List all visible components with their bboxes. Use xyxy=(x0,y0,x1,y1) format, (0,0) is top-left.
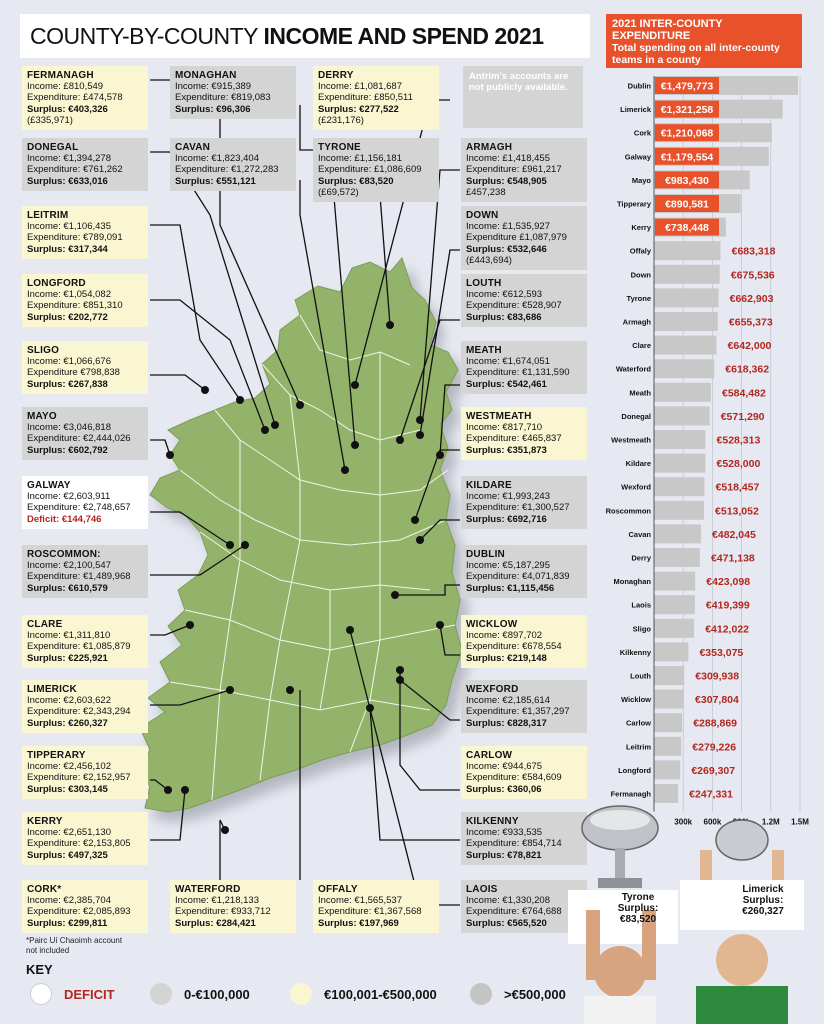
county-line: Expenditure €798,838 xyxy=(27,367,120,379)
county-line: Expenditure: £1,086,609 xyxy=(318,164,422,176)
county-line: Expenditure: €2,343,294 xyxy=(27,706,131,718)
county-line: Income: €2,185,614 xyxy=(466,695,550,707)
value-label: €471,138 xyxy=(710,552,755,565)
county-box-tyrone xyxy=(313,138,439,202)
county-line: Expenditure: €1,357,297 xyxy=(466,706,570,718)
county-line: Income: €2,603,911 xyxy=(27,491,111,503)
x-tick-label: 1.5M xyxy=(791,817,809,827)
county-line: Surplus: €497,325 xyxy=(27,849,108,861)
value-label: €528,000 xyxy=(716,458,761,471)
county-line: Surplus: €225,921 xyxy=(27,652,108,664)
bar xyxy=(654,524,701,543)
value-label: €528,313 xyxy=(716,434,761,447)
county-name: ROSCOMMON: xyxy=(27,549,101,560)
x-tick-label: 600k xyxy=(703,817,722,827)
value-label: €518,457 xyxy=(715,481,760,494)
category-label: Meath xyxy=(629,388,651,398)
county-name: MAYO xyxy=(27,411,57,422)
county-line: Income: €1,311,810 xyxy=(27,630,111,642)
bar xyxy=(654,312,718,331)
county-line: Surplus: €303,145 xyxy=(27,783,108,795)
county-name: KILKENNY xyxy=(466,816,519,827)
county-name: MEATH xyxy=(466,345,502,356)
county-line: Expenditure: €1,085,879 xyxy=(27,641,131,653)
county-box-wexford xyxy=(461,680,587,733)
value-label: €247,331 xyxy=(689,788,733,801)
county-name: LAOIS xyxy=(466,884,498,895)
value-label: €683,318 xyxy=(731,245,776,258)
county-line: Income: €817,710 xyxy=(466,422,543,434)
county-line: £457,238 xyxy=(466,186,506,198)
key-mid-label: €100,001-€500,000 xyxy=(324,986,437,1002)
category-label: Clare xyxy=(632,341,651,351)
value-label: €983,430 xyxy=(665,174,709,187)
county-name: GALWAY xyxy=(27,480,71,491)
county-box-donegal xyxy=(22,138,148,191)
limerick-caption-label: Surplus: xyxy=(742,895,784,906)
county-line: Surplus: €267,838 xyxy=(27,378,108,390)
category-label: Offaly xyxy=(629,246,651,256)
county-line: (£69,572) xyxy=(318,186,359,198)
county-line: Expenditure: £961,217 xyxy=(466,164,562,176)
county-line: Expenditure £1,087,979 xyxy=(466,232,567,244)
county-line: Expenditure: €465,837 xyxy=(466,433,562,445)
county-line: Expenditure: £850,511 xyxy=(318,92,413,104)
county-line: Expenditure: €933,712 xyxy=(175,906,271,918)
tyrone-caption xyxy=(608,892,668,925)
category-label: Wexford xyxy=(621,482,651,492)
county-line: Income: €1,330,208 xyxy=(466,895,550,907)
county-name: KERRY xyxy=(27,816,63,827)
chart-header xyxy=(606,14,802,68)
county-box-tipperary xyxy=(22,746,148,799)
county-line: Income: £1,535,927 xyxy=(466,221,550,233)
county-line: Income: €1,993,243 xyxy=(466,491,550,503)
liam-maccarthy-cup-photo xyxy=(680,810,804,1024)
key-deficit-label: DEFICIT xyxy=(64,986,115,1002)
bar xyxy=(654,359,714,378)
value-label: €618,362 xyxy=(725,363,770,376)
county-line: Income: €5,187,295 xyxy=(466,560,550,572)
bar xyxy=(654,713,682,732)
county-name: OFFALY xyxy=(318,884,358,895)
value-label: €642,000 xyxy=(727,340,772,353)
county-line: Surplus: €532,646 xyxy=(466,243,547,255)
category-label: Tyrone xyxy=(626,293,651,303)
bar xyxy=(654,454,705,473)
value-label: €419,399 xyxy=(705,599,750,612)
county-box-limerick xyxy=(22,680,148,733)
value-label: €412,022 xyxy=(705,623,750,636)
county-deficit: Deficit: €144,746 xyxy=(27,513,102,525)
value-label: €1,210,068 xyxy=(660,127,714,140)
value-label: €269,307 xyxy=(691,764,736,777)
county-name: MONAGHAN xyxy=(175,70,237,81)
county-line: Surplus: €828,317 xyxy=(466,717,547,729)
value-label: €279,226 xyxy=(692,741,737,754)
bar xyxy=(654,336,716,355)
key-low-swatch xyxy=(150,983,172,1005)
county-line: Surplus: €602,792 xyxy=(27,444,108,456)
bar xyxy=(654,666,684,685)
key-title: KEY xyxy=(26,962,53,977)
county-box-carlow xyxy=(461,746,587,799)
category-label: Longford xyxy=(618,765,651,775)
county-line: Expenditure: €2,085,893 xyxy=(27,906,131,918)
county-box-kildare xyxy=(461,476,587,529)
county-line: Surplus: €78,821 xyxy=(466,849,542,861)
county-line: Expenditure: £474,578 xyxy=(27,92,123,104)
tyrone-caption-label: Surplus: xyxy=(617,903,659,914)
key-deficit-swatch xyxy=(30,983,52,1005)
county-line: Surplus: €83,520 xyxy=(318,175,394,187)
county-box-louth xyxy=(461,274,587,327)
category-label: Cork xyxy=(633,128,651,138)
county-line: Expenditure: €678,554 xyxy=(466,641,562,653)
county-line: Expenditure: €1,272,283 xyxy=(175,164,279,176)
value-label: €662,903 xyxy=(729,292,774,305)
category-label: Roscommon xyxy=(605,506,651,516)
county-name: CAVAN xyxy=(175,142,211,153)
category-label: Donegal xyxy=(621,411,651,421)
value-label: €890,581 xyxy=(665,198,709,211)
county-line: Surplus: €197,969 xyxy=(318,917,399,929)
county-box-sligo xyxy=(22,341,148,394)
county-line: Surplus: €351,873 xyxy=(466,444,547,456)
county-line: Expenditure: €819,083 xyxy=(175,92,271,104)
x-tick-label: 1.2M xyxy=(761,817,780,827)
bar xyxy=(654,619,694,638)
bar xyxy=(654,760,680,779)
county-name: LONGFORD xyxy=(27,278,86,289)
category-label: Kerry xyxy=(631,223,651,233)
county-box-offaly xyxy=(313,880,439,933)
bar xyxy=(654,406,710,425)
category-label: Sligo xyxy=(632,624,651,634)
county-name: WICKLOW xyxy=(466,619,518,630)
category-label: Waterford xyxy=(615,364,651,374)
county-box-mayo xyxy=(22,407,148,460)
county-name: WESTMEATH xyxy=(466,411,532,422)
county-line: Surplus: €692,716 xyxy=(466,513,547,525)
title-light: COUNTY-BY-COUNTY xyxy=(30,23,258,49)
county-line: Income: €1,565,537 xyxy=(318,895,402,907)
category-label: Fermanagh xyxy=(610,789,651,799)
chart-subtitle: Total spending on all inter-county teams in a county xyxy=(612,42,780,66)
category-label: Mayo xyxy=(631,175,651,185)
county-line: Surplus: €277,522 xyxy=(318,103,399,115)
county-name: LIMERICK xyxy=(27,684,77,695)
category-label: Down xyxy=(630,270,651,280)
bar xyxy=(654,642,688,661)
county-line: Expenditure: €2,444,026 xyxy=(27,433,131,445)
county-box-wicklow xyxy=(461,615,587,668)
county-name: LOUTH xyxy=(466,278,502,289)
county-name: DONEGAL xyxy=(27,142,79,153)
value-label: €655,373 xyxy=(728,316,773,329)
chart-title: 2021 INTER-COUNTY EXPENDITURE xyxy=(612,18,723,42)
county-box-westmeath xyxy=(461,407,587,460)
county-line: Surplus: €551,121 xyxy=(175,175,256,187)
county-box-meath xyxy=(461,341,587,394)
county-box-leitrim xyxy=(22,206,148,259)
county-line: Income: €933,535 xyxy=(466,827,543,839)
county-line: Surplus: €219,148 xyxy=(466,652,547,664)
county-name: WEXFORD xyxy=(466,684,519,695)
bar xyxy=(654,737,681,756)
value-label: €482,045 xyxy=(712,528,756,541)
category-label: Derry xyxy=(631,553,651,563)
key-deficit xyxy=(30,983,115,1005)
key-low-label: 0-€100,000 xyxy=(184,986,250,1002)
county-box-dublin xyxy=(461,545,587,598)
category-label: Monaghan xyxy=(613,577,651,587)
county-line: Expenditure: €1,367,568 xyxy=(318,906,422,918)
footnote-line-1: *Pairc Uí Chaoimh account xyxy=(26,936,123,945)
county-line: Surplus: €284,421 xyxy=(175,917,256,929)
bar xyxy=(654,430,705,449)
county-line: Surplus: €96,306 xyxy=(175,103,251,115)
county-name: TYRONE xyxy=(318,142,361,153)
category-label: Carlow xyxy=(625,718,651,728)
bar xyxy=(654,241,721,260)
county-line: Income: €2,385,704 xyxy=(27,895,111,907)
expenditure-bar-chart xyxy=(600,72,810,832)
bar xyxy=(654,548,700,567)
bar xyxy=(654,501,704,520)
county-line: Expenditure: €2,153,805 xyxy=(27,838,131,850)
value-label: €423,098 xyxy=(706,576,751,589)
value-label: €675,536 xyxy=(730,269,775,282)
county-name: FERMANAGH xyxy=(27,70,94,81)
x-tick-label: 300k xyxy=(674,817,693,827)
county-line: (£231,176) xyxy=(318,114,364,126)
county-line: Expenditure: €4,071,839 xyxy=(466,571,570,583)
county-line: Surplus: €548,905 xyxy=(466,175,547,187)
category-label: Cavan xyxy=(628,529,651,539)
category-label: Dublin xyxy=(627,81,651,91)
county-line: Surplus: €403,326 xyxy=(27,103,108,115)
category-label: Kilkenny xyxy=(619,647,651,657)
county-box-galway xyxy=(22,476,148,529)
county-name: CARLOW xyxy=(466,750,513,761)
county-line: Income: €3,046,818 xyxy=(27,422,111,434)
county-line: Expenditure: €2,748,657 xyxy=(27,502,131,514)
county-line: Surplus: €1,115,456 xyxy=(466,582,555,594)
county-box-cavan xyxy=(170,138,296,191)
county-name: DERRY xyxy=(318,70,354,81)
county-line: (£443,694) xyxy=(466,254,512,266)
county-line: Income: €2,456,102 xyxy=(27,761,111,773)
limerick-caption-name: Limerick xyxy=(742,884,784,895)
value-label: €288,869 xyxy=(693,717,738,730)
county-name: LEITRIM xyxy=(27,210,69,221)
county-box-fermanagh xyxy=(22,66,148,130)
category-label: Westmeath xyxy=(611,435,651,445)
county-line: Expenditure: €584,609 xyxy=(466,772,562,784)
title-bold: INCOME AND SPEND 2021 xyxy=(263,23,544,49)
bar xyxy=(654,477,704,496)
county-box-waterford xyxy=(170,880,296,933)
key-mid xyxy=(290,983,437,1005)
county-line: Expenditure: €1,300,527 xyxy=(466,502,570,514)
value-label: €571,290 xyxy=(720,410,765,423)
county-line: Surplus: €83,686 xyxy=(466,311,542,323)
county-line: Surplus: €202,772 xyxy=(27,311,108,323)
footnote-line-2: not included xyxy=(26,945,70,955)
category-label: Armagh xyxy=(622,317,651,327)
county-name: KILDARE xyxy=(466,480,512,491)
county-line: Expenditure: €789,091 xyxy=(27,232,123,244)
value-label: €307,804 xyxy=(695,694,739,707)
county-line: Surplus: €360,06 xyxy=(466,783,542,795)
county-line: Income: €897,702 xyxy=(466,630,543,642)
county-box-roscommon xyxy=(22,545,148,598)
key-high xyxy=(470,983,566,1005)
county-line: Surplus: €610,579 xyxy=(27,582,108,594)
county-line: Expenditure: €854,714 xyxy=(466,838,562,850)
category-label: Wicklow xyxy=(621,695,651,705)
county-line: Surplus: €633,016 xyxy=(27,175,108,187)
county-line: Surplus: €542,461 xyxy=(466,378,547,390)
antrim-note: Antrim's accounts are not publicly available. xyxy=(463,66,583,128)
county-line: Income: €1,106,435 xyxy=(27,221,111,233)
county-line: Surplus: €260,327 xyxy=(27,717,108,729)
value-label: €353,075 xyxy=(699,646,744,659)
county-line: Expenditure: €761,262 xyxy=(27,164,123,176)
category-label: Galway xyxy=(624,152,651,162)
county-box-derry xyxy=(313,66,439,130)
category-label: Kildare xyxy=(625,459,651,469)
value-label: €1,321,258 xyxy=(660,104,714,117)
county-line: Income: €1,823,404 xyxy=(175,153,259,165)
county-line: Surplus: €299,811 xyxy=(27,917,108,929)
county-line: Surplus: €317,344 xyxy=(27,243,108,255)
value-label: €1,179,554 xyxy=(660,151,714,164)
key-high-swatch xyxy=(470,983,492,1005)
county-line: Surplus: €565,520 xyxy=(466,917,547,929)
bar xyxy=(654,265,720,284)
bar xyxy=(654,690,684,709)
county-line: Expenditure: €528,907 xyxy=(466,300,562,312)
category-label: Leitrim xyxy=(625,742,651,752)
value-label: €584,482 xyxy=(721,387,766,400)
county-name: WATERFORD xyxy=(175,884,241,895)
county-box-longford xyxy=(22,274,148,327)
county-line: Income: €2,603,622 xyxy=(27,695,111,707)
key-mid-swatch xyxy=(290,983,312,1005)
county-box-kerry xyxy=(22,812,148,865)
limerick-caption-value: €260,327 xyxy=(742,906,784,917)
county-line: Income: €1,394,278 xyxy=(27,153,111,165)
county-line: Income: €944,675 xyxy=(466,761,543,773)
county-name: TIPPERARY xyxy=(27,750,86,761)
county-line: Income: €1,066,676 xyxy=(27,356,111,368)
tyrone-caption-name: Tyrone xyxy=(621,892,655,903)
county-box-cork xyxy=(22,880,148,933)
category-label: Louth xyxy=(630,671,651,681)
value-label: €513,052 xyxy=(715,505,759,518)
bar xyxy=(654,595,695,614)
category-label: Laois xyxy=(631,600,651,610)
value-label: €1,479,773 xyxy=(660,80,714,93)
bar xyxy=(654,288,719,307)
county-line: (£335,971) xyxy=(27,114,73,126)
county-line: Income: €1,218,133 xyxy=(175,895,259,907)
key-high-label: >€500,000 xyxy=(504,986,566,1002)
tyrone-caption-value: €83,520 xyxy=(619,914,657,925)
county-line: Income: €2,100,547 xyxy=(27,560,111,572)
county-box-monaghan xyxy=(170,66,296,119)
county-box-armagh xyxy=(461,138,587,202)
value-label: €738,448 xyxy=(665,222,709,235)
county-line: Income: €1,054,082 xyxy=(27,289,111,301)
county-line: Expenditure: €2,152,957 xyxy=(27,772,131,784)
value-label: €309,938 xyxy=(695,670,740,683)
county-line: Income: £1,418,455 xyxy=(466,153,550,165)
county-line: Income: €1,674,051 xyxy=(466,356,550,368)
category-label: Tipperary xyxy=(616,199,651,209)
county-line: Expenditure: €764,688 xyxy=(466,906,562,918)
county-line: Income: £1,156,181 xyxy=(318,153,402,165)
county-line: Income: €2,651,130 xyxy=(27,827,111,839)
county-name: DUBLIN xyxy=(466,549,505,560)
county-line: Income: £1,081,687 xyxy=(318,81,402,93)
county-line: Expenditure: €1,489,968 xyxy=(27,571,131,583)
county-line: Income: €612,593 xyxy=(466,289,543,301)
county-box-clare xyxy=(22,615,148,668)
county-name: CORK* xyxy=(27,884,62,895)
county-name: ARMAGH xyxy=(466,142,513,153)
key-low xyxy=(150,983,250,1005)
county-name: DOWN xyxy=(466,210,499,221)
county-line: Expenditure: €1,131,590 xyxy=(466,367,570,379)
county-name: SLIGO xyxy=(27,345,60,356)
bar xyxy=(654,383,711,402)
category-label: Limerick xyxy=(620,105,651,115)
county-line: Income: €915,389 xyxy=(175,81,252,93)
county-name: CLARE xyxy=(27,619,63,630)
bar xyxy=(654,572,695,591)
limerick-caption xyxy=(730,884,796,917)
footnote xyxy=(26,936,122,955)
county-line: Income: £810,549 xyxy=(27,81,104,93)
county-box-down xyxy=(461,206,587,270)
county-line: Expenditure: €851,310 xyxy=(27,300,123,312)
